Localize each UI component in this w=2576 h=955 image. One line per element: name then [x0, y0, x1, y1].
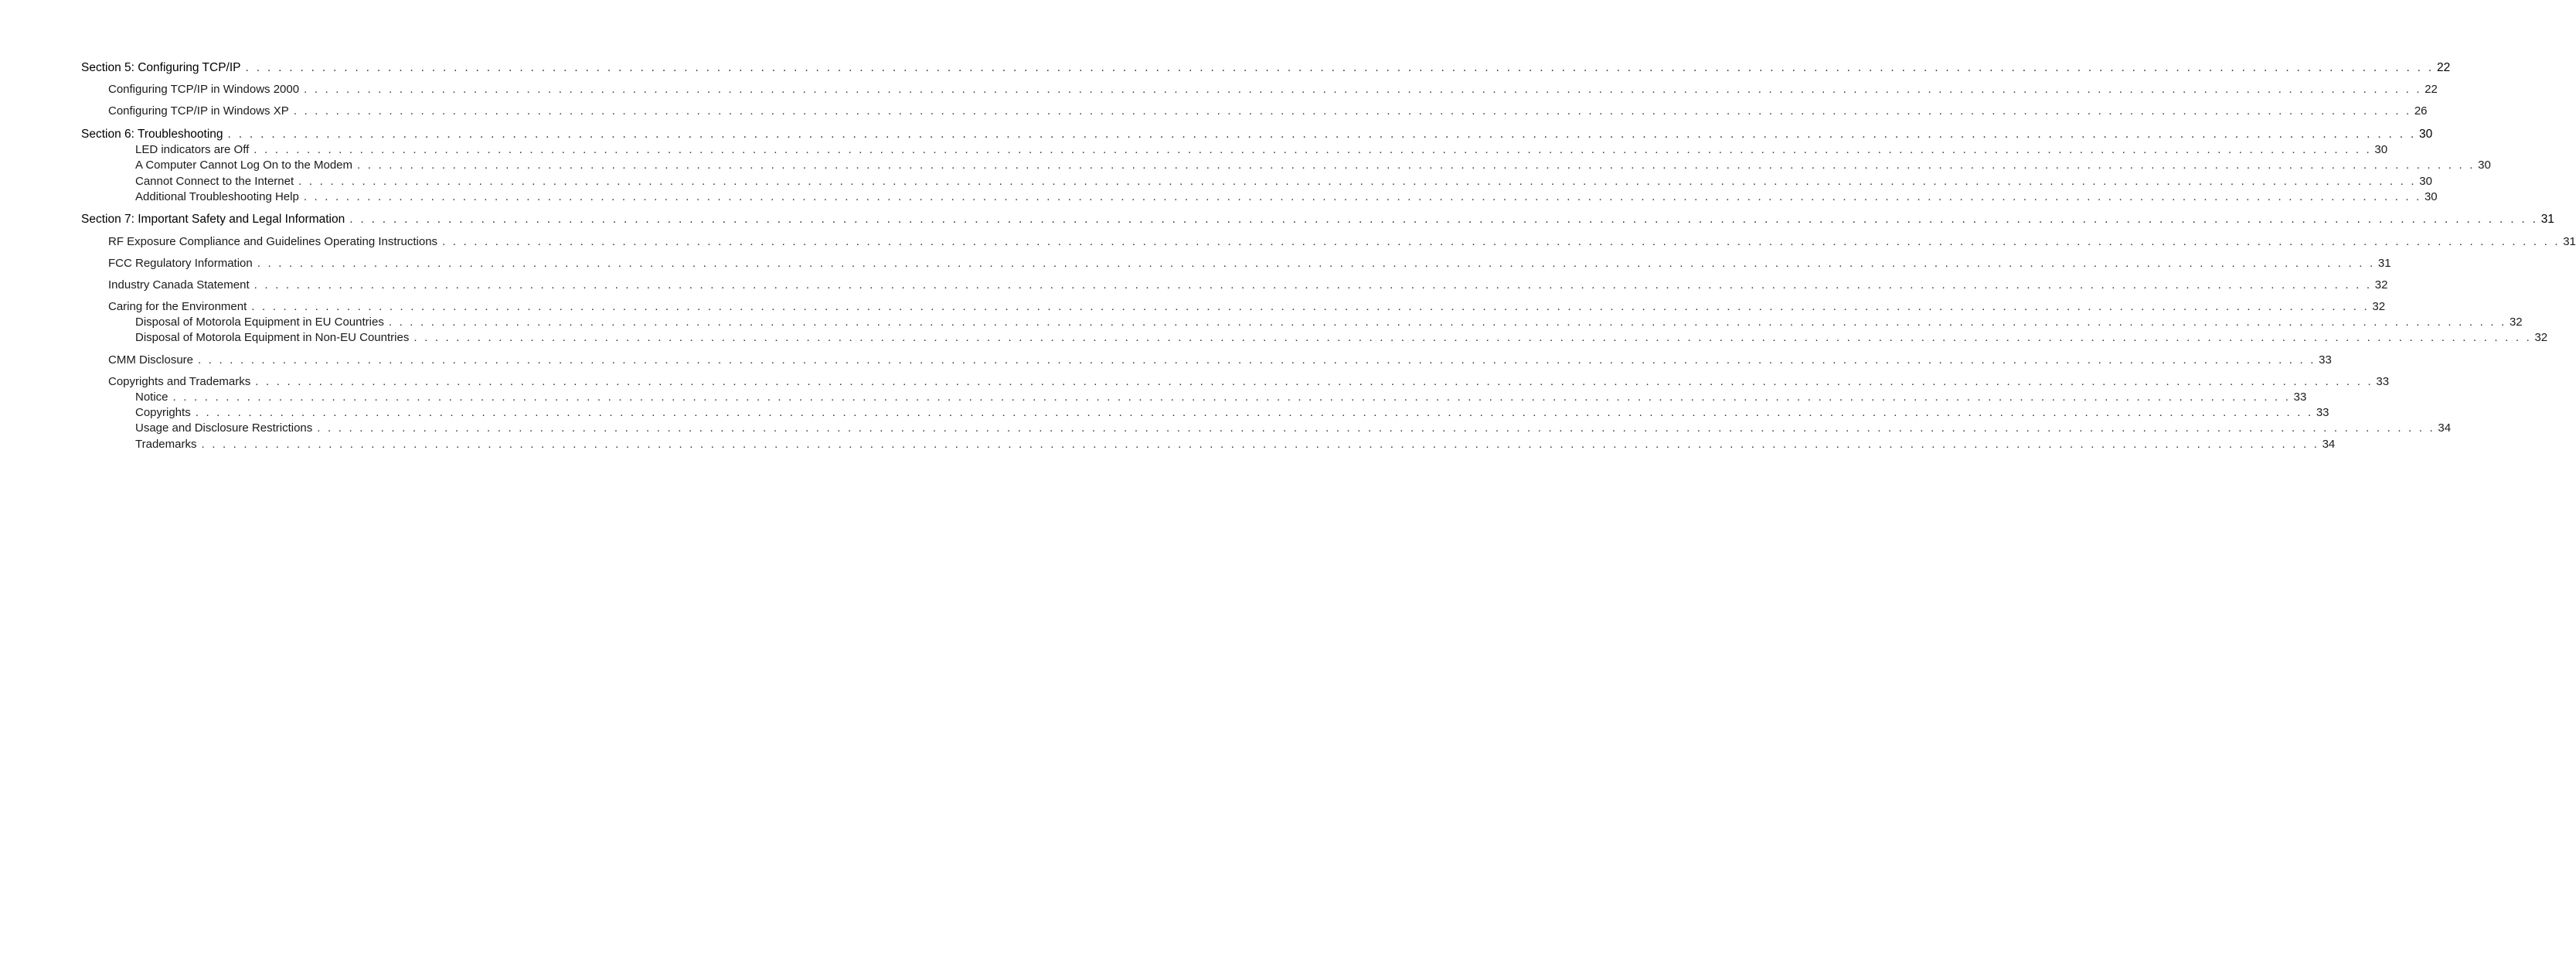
- toc-entry[interactable]: [135, 189, 2438, 205]
- toc-dot-leader: . . . . . . . . . . . . . . . . . . . . . . . . . . . . . . . . . . . . . . . . . . . . . . . . . . . . . . . . . . . . . . . . . . . . . . . . . . . . . . . . . . . . . . . . . . . . . . . . . . . . . . . . . . . . . . . . . . . . . . . . . . . . . . . . . . . . . . . . . . . . . . . . . . . . . . . . . . . . . . . . . . . . . . . . . . . . . . . . . . . . . . . . . . . . . . . . . . . . . . . .: [413, 331, 2532, 345]
- toc-dot-leader: . . . . . . . . . . . . . . . . . . . . . . . . . . . . . . . . . . . . . . . . . . . . . . . . . . . . . . . . . . . . . . . . . . . . . . . . . . . . . . . . . . . . . . . . . . . . . . . . . . . . . . . . . . . . . . . . . . . . . . . . . . . . . . . . . . . . . . . . . . . . . . . . . . . . . . . . . . . . . . . . . . . . . . . . . . . . . . . . . . . . . . . . . . . . . . . . . . . . . . . .: [442, 235, 2561, 249]
- toc-entry-title: Copyrights and Trademarks: [108, 374, 251, 388]
- table-of-contents: [81, 60, 2576, 452]
- toc-dot-leader: . . . . . . . . . . . . . . . . . . . . . . . . . . . . . . . . . . . . . . . . . . . . . . . . . . . . . . . . . . . . . . . . . . . . . . . . . . . . . . . . . . . . . . . . . . . . . . . . . . . . . . . . . . . . . . . . . . . . . . . . . . . . . . . . . . . . . . . . . . . . . . . . . . . . . . . . . . . . . . . . . . . . . . . . . . . . . . . . . . . . . . . . . . . . . . . . . . . . . . . .: [254, 278, 2372, 292]
- toc-entry[interactable]: [135, 158, 2491, 173]
- toc-dot-leader: . . . . . . . . . . . . . . . . . . . . . . . . . . . . . . . . . . . . . . . . . . . . . . . . . . . . . . . . . . . . . . . . . . . . . . . . . . . . . . . . . . . . . . . . . . . . . . . . . . . . . . . . . . . . . . . . . . . . . . . . . . . . . . . . . . . . . . . . . . . . . . . . . . . . . . . . . . . . . . . . . . . . . . . . . . . . . . . . . . . . . . . . . . . . . . . . . . . . . . . .: [304, 83, 2422, 96]
- toc-dot-leader: . . . . . . . . . . . . . . . . . . . . . . . . . . . . . . . . . . . . . . . . . . . . . . . . . . . . . . . . . . . . . . . . . . . . . . . . . . . . . . . . . . . . . . . . . . . . . . . . . . . . . . . . . . . . . . . . . . . . . . . . . . . . . . . . . . . . . . . . . . . . . . . . . . . . . . . . . . . . . . . . . . . . . . . . . . . . . . . . . . . . . . . . . . . . . . . . . . . . . . . .: [254, 143, 2372, 156]
- toc-page-number: 30: [2424, 189, 2438, 203]
- toc-page-number: 33: [2319, 353, 2332, 367]
- toc-entry-title: Configuring TCP/IP in Windows XP: [108, 104, 289, 118]
- toc-entry[interactable]: [108, 82, 2438, 97]
- toc-page-number: 30: [2419, 128, 2433, 141]
- toc-entry[interactable]: [135, 330, 2548, 346]
- toc-entry[interactable]: [135, 174, 2432, 189]
- toc-entry[interactable]: [135, 315, 2523, 330]
- toc-dot-leader: . . . . . . . . . . . . . . . . . . . . . . . . . . . . . . . . . . . . . . . . . . . . . . . . . . . . . . . . . . . . . . . . . . . . . . . . . . . . . . . . . . . . . . . . . . . . . . . . . . . . . . . . . . . . . . . . . . . . . . . . . . . . . . . . . . . . . . . . . . . . . . . . . . . . . . . . . . . . . . . . . . . . . . . . . . . . . . . . . . . . . . . . . . . . . . . . . . . . . . . .: [195, 406, 2313, 420]
- toc-entry-title: RF Exposure Compliance and Guidelines Operating Instructions: [108, 235, 438, 249]
- toc-entry[interactable]: [108, 256, 2391, 271]
- toc-page-number: 34: [2438, 421, 2452, 435]
- toc-page-number: 26: [2414, 104, 2428, 118]
- toc-entry-title: Copyrights: [135, 406, 191, 420]
- toc-entry-title: Cannot Connect to the Internet: [135, 174, 294, 188]
- toc-page-number: 32: [2534, 331, 2548, 345]
- toc-entry-title: Disposal of Motorola Equipment in Non-EU Countries: [135, 331, 410, 345]
- toc-entry-title: Section 6: Troubleshooting: [81, 128, 223, 141]
- toc-dot-leader: . . . . . . . . . . . . . . . . . . . . . . . . . . . . . . . . . . . . . . . . . . . . . . . . . . . . . . . . . . . . . . . . . . . . . . . . . . . . . . . . . . . . . . . . . . . . . . . . . . . . . . . . . . . . . . . . . . . . . . . . . . . . . . . . . . . . . . . . . . . . . . . . . . . . . . . . . . . . . . . . . . . . . . . . . . . . . . . . . . . . . . . . . . . . . . . . . . . . . . . .: [257, 257, 2375, 271]
- toc-dot-leader: . . . . . . . . . . . . . . . . . . . . . . . . . . . . . . . . . . . . . . . . . . . . . . . . . . . . . . . . . . . . . . . . . . . . . . . . . . . . . . . . . . . . . . . . . . . . . . . . . . . . . . . . . . . . . . . . . . . . . . . . . . . . . . . . . . . . . . . . . . . . . . . . . . . . . . . . . . . . . . . . . . . . . . . . . . . . . . . . . . . . . . . . . . . . . . . . . . . . . . . .: [201, 437, 2319, 451]
- toc-entry-title: Caring for the Environment: [108, 300, 247, 314]
- toc-entry-title: Additional Troubleshooting Help: [135, 189, 299, 203]
- toc-entry[interactable]: [108, 299, 2386, 315]
- toc-entry[interactable]: [81, 60, 2451, 76]
- toc-entry-title: Industry Canada Statement: [108, 278, 250, 292]
- toc-entry-title: Trademarks: [135, 437, 197, 451]
- toc-entry[interactable]: [135, 390, 2307, 405]
- toc-page-number: 22: [2436, 61, 2451, 74]
- toc-page-number: 31: [2377, 257, 2391, 271]
- toc-dot-leader: . . . . . . . . . . . . . . . . . . . . . . . . . . . . . . . . . . . . . . . . . . . . . . . . . . . . . . . . . . . . . . . . . . . . . . . . . . . . . . . . . . . . . . . . . . . . . . . . . . . . . . . . . . . . . . . . . . . . . . . . . . . . . . . . . . . . . . . . . . . . . . . . . . . . . . . . . . . . . . . . . . . . . . . . . . . . . . . . . . . . . . . . . . . . . . . . . . . . . . . .: [357, 159, 2476, 172]
- toc-entry-title: Section 5: Configuring TCP/IP: [81, 61, 241, 74]
- toc-entry-title: Notice: [135, 390, 168, 404]
- toc-entry-title: Section 7: Important Safety and Legal Information: [81, 213, 345, 227]
- toc-entry[interactable]: [108, 104, 2428, 119]
- toc-dot-leader: . . . . . . . . . . . . . . . . . . . . . . . . . . . . . . . . . . . . . . . . . . . . . . . . . . . . . . . . . . . . . . . . . . . . . . . . . . . . . . . . . . . . . . . . . . . . . . . . . . . . . . . . . . . . . . . . . . . . . . . . . . . . . . . . . . . . . . . . . . . . . . . . . . . . . . . . . . . . . . . . . . . . . . . . . . . . . . . . . . . . . . . . . . . . . . . . . . . . . . . .: [172, 390, 2291, 404]
- toc-entry-title: Disposal of Motorola Equipment in EU Countries: [135, 315, 384, 329]
- toc-entry-title: CMM Disclosure: [108, 353, 194, 367]
- toc-dot-leader: . . . . . . . . . . . . . . . . . . . . . . . . . . . . . . . . . . . . . . . . . . . . . . . . . . . . . . . . . . . . . . . . . . . . . . . . . . . . . . . . . . . . . . . . . . . . . . . . . . . . . . . . . . . . . . . . . . . . . . . . . . . . . . . . . . . . . . . . . . . . . . . . . . . . . . . . . . . . . . . . . . . . . . . . . . . . . . . . . . . . . . . . . . . . . . . . . . . . . . . .: [255, 374, 2374, 388]
- toc-entry[interactable]: [108, 353, 2332, 368]
- toc-dot-leader: . . . . . . . . . . . . . . . . . . . . . . . . . . . . . . . . . . . . . . . . . . . . . . . . . . . . . . . . . . . . . . . . . . . . . . . . . . . . . . . . . . . . . . . . . . . . . . . . . . . . . . . . . . . . . . . . . . . . . . . . . . . . . . . . . . . . . . . . . . . . . . . . . . . . . . . . . . . . . . . . . . . . . . . . . . . . . . . . . . . . . . . . . . . . . . . . . . . . . . . .: [388, 315, 2506, 329]
- toc-entry[interactable]: [81, 212, 2554, 227]
- toc-dot-leader: . . . . . . . . . . . . . . . . . . . . . . . . . . . . . . . . . . . . . . . . . . . . . . . . . . . . . . . . . . . . . . . . . . . . . . . . . . . . . . . . . . . . . . . . . . . . . . . . . . . . . . . . . . . . . . . . . . . . . . . . . . . . . . . . . . . . . . . . . . . . . . . . . . . . . . . . . . . . . . . . . . . . . . . . . . . . . . . . . . . . . . . . . . . . . . . . . . . . . . . .: [349, 213, 2538, 227]
- toc-entry-title: Configuring TCP/IP in Windows 2000: [108, 83, 300, 96]
- toc-dot-leader: . . . . . . . . . . . . . . . . . . . . . . . . . . . . . . . . . . . . . . . . . . . . . . . . . . . . . . . . . . . . . . . . . . . . . . . . . . . . . . . . . . . . . . . . . . . . . . . . . . . . . . . . . . . . . . . . . . . . . . . . . . . . . . . . . . . . . . . . . . . . . . . . . . . . . . . . . . . . . . . . . . . . . . . . . . . . . . . . . . . . . . . . . . . . . . . . . . . . . . . .: [227, 128, 2417, 141]
- toc-dot-leader: . . . . . . . . . . . . . . . . . . . . . . . . . . . . . . . . . . . . . . . . . . . . . . . . . . . . . . . . . . . . . . . . . . . . . . . . . . . . . . . . . . . . . . . . . . . . . . . . . . . . . . . . . . . . . . . . . . . . . . . . . . . . . . . . . . . . . . . . . . . . . . . . . . . . . . . . . . . . . . . . . . . . . . . . . . . . . . . . . . . . . . . . . . . . . . . . . . . . . . . .: [298, 174, 2417, 188]
- toc-dot-leader: . . . . . . . . . . . . . . . . . . . . . . . . . . . . . . . . . . . . . . . . . . . . . . . . . . . . . . . . . . . . . . . . . . . . . . . . . . . . . . . . . . . . . . . . . . . . . . . . . . . . . . . . . . . . . . . . . . . . . . . . . . . . . . . . . . . . . . . . . . . . . . . . . . . . . . . . . . . . . . . . . . . . . . . . . . . . . . . . . . . . . . . . . . . . . . . . . . . . . . . .: [303, 189, 2421, 203]
- toc-entry[interactable]: [135, 142, 2388, 158]
- toc-entry[interactable]: [135, 437, 2336, 452]
- toc-page-number: 32: [2509, 315, 2523, 329]
- toc-page-number: 30: [2374, 143, 2388, 156]
- toc-dot-leader: . . . . . . . . . . . . . . . . . . . . . . . . . . . . . . . . . . . . . . . . . . . . . . . . . . . . . . . . . . . . . . . . . . . . . . . . . . . . . . . . . . . . . . . . . . . . . . . . . . . . . . . . . . . . . . . . . . . . . . . . . . . . . . . . . . . . . . . . . . . . . . . . . . . . . . . . . . . . . . . . . . . . . . . . . . . . . . . . . . . . . . . . . . . . . . . . . . . . . . . .: [251, 300, 2370, 314]
- toc-entry-title: FCC Regulatory Information: [108, 257, 253, 271]
- toc-entry[interactable]: [108, 278, 2388, 293]
- toc-entry[interactable]: [108, 374, 2390, 390]
- toc-page-number: 32: [2372, 300, 2386, 314]
- toc-entry-title: Usage and Disclosure Restrictions: [135, 421, 313, 435]
- toc-page-number: 22: [2425, 83, 2438, 96]
- toc-dot-leader: . . . . . . . . . . . . . . . . . . . . . . . . . . . . . . . . . . . . . . . . . . . . . . . . . . . . . . . . . . . . . . . . . . . . . . . . . . . . . . . . . . . . . . . . . . . . . . . . . . . . . . . . . . . . . . . . . . . . . . . . . . . . . . . . . . . . . . . . . . . . . . . . . . . . . . . . . . . . . . . . . . . . . . . . . . . . . . . . . . . . . . . . . . . . . . . . . . . . . . . .: [198, 353, 2316, 367]
- toc-page-number: 33: [2376, 374, 2390, 388]
- toc-page-number: 33: [2293, 390, 2307, 404]
- toc-entry[interactable]: [81, 127, 2433, 142]
- toc-entry-title: A Computer Cannot Log On to the Modem: [135, 159, 352, 172]
- toc-page-number: 34: [2322, 437, 2336, 451]
- toc-page-number: 33: [2316, 406, 2329, 420]
- toc-page-number: 31: [2540, 213, 2554, 227]
- toc-entry[interactable]: [135, 405, 2329, 421]
- toc-page-number: 30: [2419, 174, 2432, 188]
- toc-dot-leader: . . . . . . . . . . . . . . . . . . . . . . . . . . . . . . . . . . . . . . . . . . . . . . . . . . . . . . . . . . . . . . . . . . . . . . . . . . . . . . . . . . . . . . . . . . . . . . . . . . . . . . . . . . . . . . . . . . . . . . . . . . . . . . . . . . . . . . . . . . . . . . . . . . . . . . . . . . . . . . . . . . . . . . . . . . . . . . . . . . . . . . . . . . . . . . . . . . . . . . . .: [293, 104, 2411, 118]
- toc-entry-title: LED indicators are Off: [135, 143, 250, 156]
- toc-dot-leader: . . . . . . . . . . . . . . . . . . . . . . . . . . . . . . . . . . . . . . . . . . . . . . . . . . . . . . . . . . . . . . . . . . . . . . . . . . . . . . . . . . . . . . . . . . . . . . . . . . . . . . . . . . . . . . . . . . . . . . . . . . . . . . . . . . . . . . . . . . . . . . . . . . . . . . . . . . . . . . . . . . . . . . . . . . . . . . . . . . . . . . . . . . . . . . . . . . . . . . . .: [245, 61, 2434, 74]
- toc-page-number: 30: [2478, 159, 2491, 172]
- toc-dot-leader: . . . . . . . . . . . . . . . . . . . . . . . . . . . . . . . . . . . . . . . . . . . . . . . . . . . . . . . . . . . . . . . . . . . . . . . . . . . . . . . . . . . . . . . . . . . . . . . . . . . . . . . . . . . . . . . . . . . . . . . . . . . . . . . . . . . . . . . . . . . . . . . . . . . . . . . . . . . . . . . . . . . . . . . . . . . . . . . . . . . . . . . . . . . . . . . . . . . . . . . .: [317, 421, 2435, 435]
- toc-entry[interactable]: [135, 421, 2452, 436]
- toc-page-number: 31: [2563, 235, 2576, 249]
- toc-entry[interactable]: [108, 234, 2576, 250]
- toc-page-number: 32: [2374, 278, 2388, 292]
